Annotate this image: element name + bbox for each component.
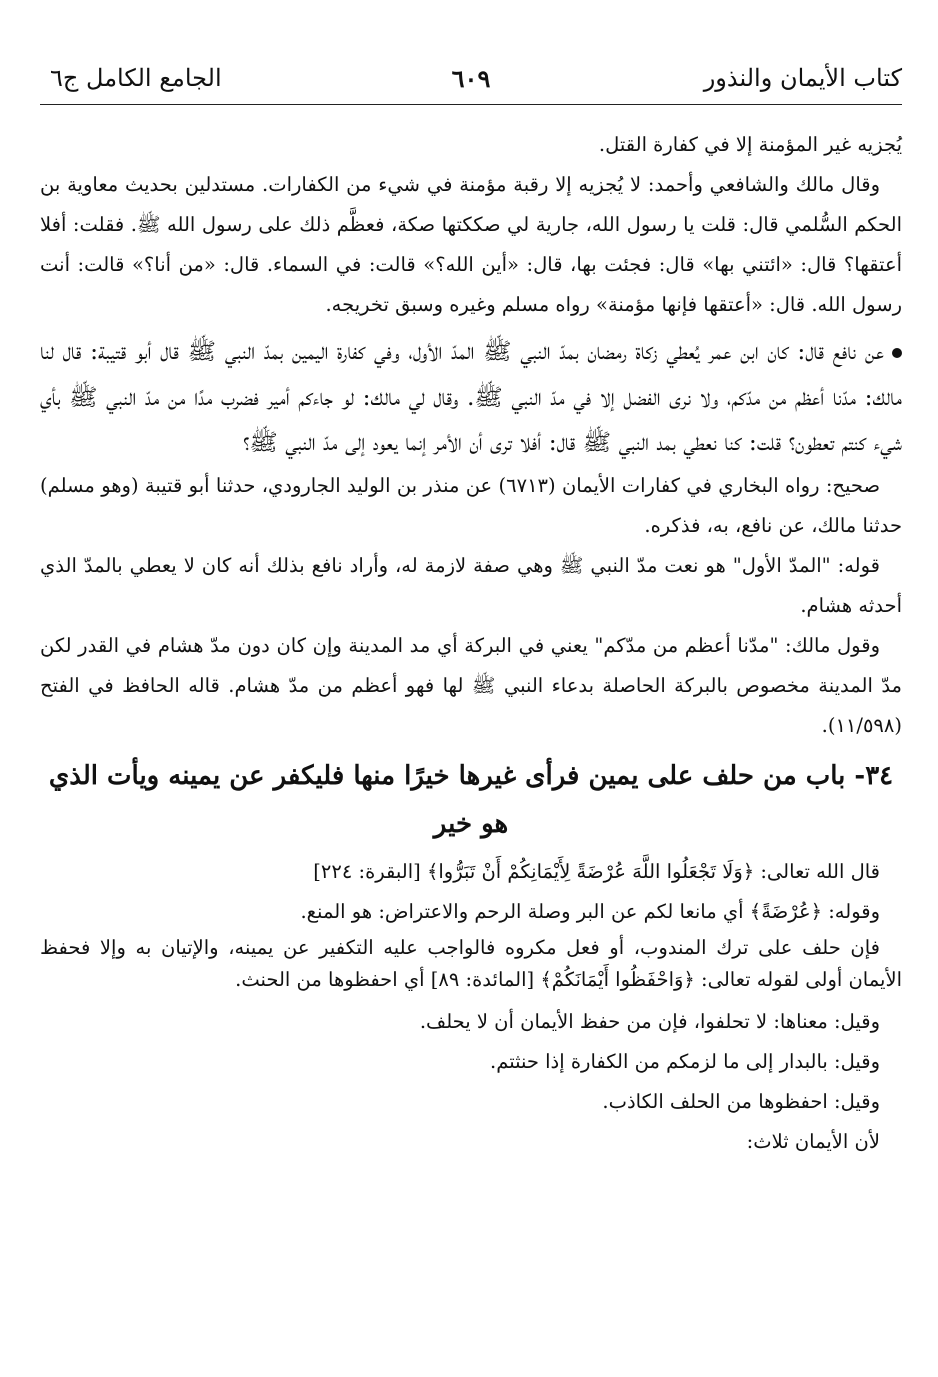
ruling-paragraph: فإن حلف على ترك المندوب، أو فعل مكروه فالواجب عليه التكفير عن يمينه، والإتيان به وإلا فحفظ الأيمان أولى لقوله تعالى: ﴿وَاحْفَظُوا أَيْمَانَكُمْ﴾ [المائدة: ٨٩] أي احفظوها من الحنث.: [40, 935, 902, 991]
hadith-grading: صحيح: رواه البخاري في كفارات الأيمان (٦٧١٣) عن منذر بن الوليد الجارودي، حدثنا أبو قتيبة (وهو مسلم) حدثنا مالك، عن نافع، به، فذكره.: [40, 473, 902, 537]
page-number: ٦٠٩: [451, 64, 491, 93]
opinion-3: وقيل: احفظوها من الحلف الكاذب.: [602, 1089, 880, 1113]
bullet-icon: [892, 348, 902, 358]
paragraph-scholars-opinion: وقال مالك والشافعي وأحمد: لا يُجزيه إلا رقبة مؤمنة في شيء من الكفارات. مستدلين بحديث معاوية بن الحكم السُّلمي قال: قلت يا رسول الله، جارية لي صككتها صكة، فعظَّم ذلك على رسول الله ﷺ. فقلت: أفلا أعتقها؟ قال: «ائتني بها» قال: فجئت بها، قال: «أين الله؟» قالت: في السماء. قال: «من أنا؟» قالت: أنت رسول الله. قال: «أعتقها فإنها مؤمنة» رواه مسلم وغيره وسبق تخريجه.: [40, 173, 902, 316]
verse-explanation: وقوله: ﴿عُرْضَةً﴾ أي مانعا لكم عن البر وصلة الرحم والاعتراض: هو المنع.: [300, 899, 880, 923]
commentary-malik: وقول مالك: "مدّنا أعظم من مدّكم" يعني في البركة أي مد المدينة وإن كان دون مدّ هشام في القدر لكن مدّ المدينة مخصوص بالبركة الحاصلة بدعاء النبي ﷺ لها فهو أعظم من مدّ هشام. قاله الحافظ في الفتح (١١/٥٩٨).: [40, 633, 902, 737]
chapter-title: ٣٤- باب من حلف على يمين فرأى غيرها خيرًا منها فليكفر عن يمينه ويأت الذي هو خير: [48, 760, 894, 839]
opinion-2: وقيل: بالبدار إلى ما لزمكم من الكفارة إذا حنثتم.: [490, 1049, 880, 1073]
page-header: [40, 58, 902, 105]
quran-verse-line: قال الله تعالى: ﴿وَلَا تَجْعَلُوا اللَّهَ عُرْضَةً لِأَيْمَانِكُمْ أَنْ تَبَرُّوا﴾ [البقرة: ٢٢٤]: [313, 859, 880, 883]
hadith-body: عن نافع قال: كان ابن عمر يُعطي زكاة رمضان بمدّ النبي ﷺ المدّ الأول، وفي كفارة اليمين بمدّ النبي ﷺ قال أبو قتيبة: قال لنا مالك: مدّنا أعظم من مدّكم، ولا نرى الفضل إلا في مدّ النبي ﷺ. وقال لي مالك: لو جاءكم أمير فضرب مدًا من مدّ النبي ﷺ بأي شيء كنتم تعطون؟ قلت: كنا نعطي بمد النبي ﷺ قال: أفلا ترى أن الأمر إنما يعود إلى مدّ النبي ﷺ؟: [40, 337, 902, 456]
hadith-text: [40, 329, 902, 466]
book-section-title: كتاب الأيمان والنذور: [703, 64, 902, 92]
page-body: [40, 125, 902, 1162]
book-volume-title: الجامع الكامل ج٦: [50, 64, 222, 92]
paragraph-continuation: يُجزيه غير المؤمنة إلا في كفارة القتل.: [598, 133, 902, 156]
oaths-three-intro: لأن الأيمان ثلاث:: [746, 1129, 880, 1153]
commentary-first-mudd: قوله: "المدّ الأول" هو نعت مدّ النبي ﷺ وهي صفة لازمة له، وأراد نافع بذلك أنه كان لا يعطي بالمدّ الذي أحدثه هشام.: [40, 553, 902, 617]
opinion-1: وقيل: معناها: لا تحلفوا، فإن من حفظ الأيمان أن لا يحلف.: [419, 1009, 880, 1033]
